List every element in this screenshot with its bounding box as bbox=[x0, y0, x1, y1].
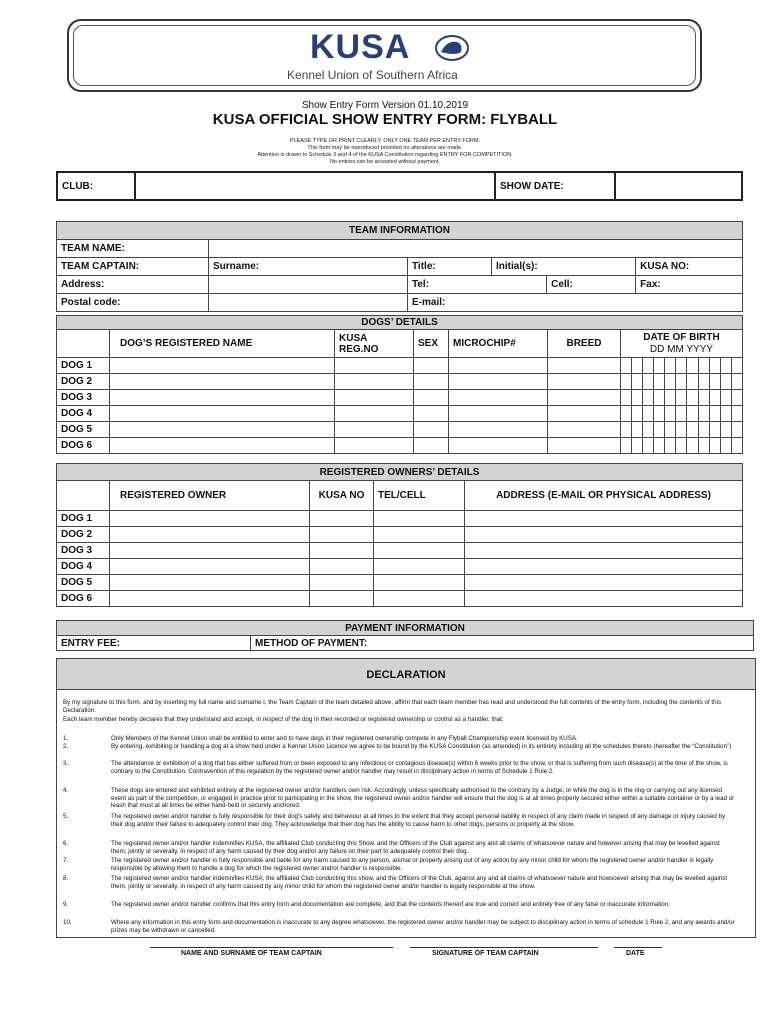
cell-label: Cell: bbox=[551, 279, 573, 290]
declaration-item: The attendance or exhibition of a dog that has either suffered from or been exposed to any infectious or contagious disease(s) within 6 weeks prior to the show, or that is suffering from such disease(s) at the time of the show, is contrary to the Constitution. Contravention of this regulation by the registered owner and/or handler may result in disciplinary action in terms of Schedule 1 Rule 2. bbox=[111, 760, 728, 775]
owner-cell[interactable] bbox=[110, 591, 310, 607]
address-field[interactable] bbox=[209, 276, 408, 294]
postal-field[interactable] bbox=[209, 294, 408, 312]
club-field[interactable] bbox=[135, 172, 495, 200]
owner-row-label: DOG 1 bbox=[57, 511, 110, 527]
logo-subtitle: Kennel Union of Southern Africa bbox=[287, 68, 458, 82]
dog-row-label: DOG 6 bbox=[57, 438, 110, 454]
item-number: 4. bbox=[63, 787, 69, 794]
dog-row-label: DOG 5 bbox=[57, 422, 110, 438]
owner-cell[interactable] bbox=[110, 543, 310, 559]
postal-label: Postal code: bbox=[57, 294, 209, 312]
dogs-table bbox=[56, 315, 743, 454]
owner-cell[interactable] bbox=[110, 575, 310, 591]
signature-line[interactable] bbox=[410, 947, 598, 948]
col-kusa-reg: KUSA REG.NO bbox=[335, 330, 414, 358]
payment-table bbox=[56, 620, 754, 651]
declaration-heading: DECLARATION bbox=[56, 658, 756, 690]
dog-head-icon bbox=[433, 34, 471, 62]
owner-cell[interactable] bbox=[110, 559, 310, 575]
club-label: CLUB: bbox=[57, 172, 135, 200]
tel-label: Tel: bbox=[412, 279, 430, 290]
owner-row-label: DOG 4 bbox=[57, 559, 110, 575]
item-number: 3. bbox=[63, 760, 69, 767]
owner-row-label: DOG 6 bbox=[57, 591, 110, 607]
show-date-label: SHOW DATE: bbox=[495, 172, 615, 200]
item-number: 5. bbox=[63, 813, 69, 820]
item-number: 9. bbox=[63, 901, 69, 908]
dog-name-cell[interactable] bbox=[110, 406, 335, 422]
fax-field[interactable] bbox=[636, 276, 743, 294]
note-3: Attention is drawn to Schedule 3 and 4 of the KUSA Constitution regarding ENTRY FOR COMPETITION. bbox=[257, 152, 513, 158]
declaration-item: The registered owner and/or handler is fully responsible for their dog's safety and behaviour at all times to the extent that they accept personal liability in respect of any claim made in respect of any damage or injury caused by their dog and/or their failure to adequately control their dog. They acknowledge that their dog has the ability to cause harm to other dogs, persons or property at the show. bbox=[111, 813, 726, 828]
declaration-item: Where any information in this entry form and documentation is inaccurate to any degree whatsoever, the registered owner and/or handler may be subject to disciplinary action in terms of schedule 1 Rule 2, and any awards and/or prizes may be withdrawn or cancelled. bbox=[111, 919, 735, 934]
col-owner-kusa: KUSA NO bbox=[310, 481, 374, 511]
owner-cell[interactable] bbox=[110, 527, 310, 543]
dog-row-label: DOG 4 bbox=[57, 406, 110, 422]
declaration-intro: By my signature to this form, and by inserting my full name and surname I, the Team Captain of the team detailed above, affirm that each team member has read and understood the full contents of the entry form, including the contents of this Declaration. bbox=[63, 699, 722, 714]
team-name-label: TEAM NAME: bbox=[57, 240, 209, 258]
col-tel: TEL/CELL bbox=[374, 481, 465, 511]
col-dog-name: DOG’S REGISTERED NAME bbox=[110, 330, 335, 358]
col-owner: REGISTERED OWNER bbox=[110, 481, 310, 511]
owner-row-label: DOG 2 bbox=[57, 527, 110, 543]
dog-row-label: DOG 2 bbox=[57, 374, 110, 390]
dog-name-cell[interactable] bbox=[110, 358, 335, 374]
initials-label: Initial(s): bbox=[496, 261, 538, 272]
name-label: NAME AND SURNAME OF TEAM CAPTAIN bbox=[181, 950, 322, 957]
kusa-logo: KUSA bbox=[310, 28, 411, 66]
entry-fee-label: ENTRY FEE: bbox=[61, 637, 120, 649]
club-table bbox=[56, 171, 743, 201]
col-breed: BREED bbox=[548, 330, 621, 358]
dog-row-label: DOG 1 bbox=[57, 358, 110, 374]
entry-fee-field[interactable] bbox=[57, 636, 251, 651]
item-number: 7. bbox=[63, 857, 69, 864]
col-dob: DATE OF BIRTH DD MM YYYY bbox=[621, 330, 743, 358]
email-label: E-mail: bbox=[412, 297, 446, 308]
team-heading: TEAM INFORMATION bbox=[57, 222, 743, 240]
surname-label: Surname: bbox=[213, 261, 260, 272]
page-title: KUSA OFFICIAL SHOW ENTRY FORM: FLYBALL bbox=[212, 111, 558, 128]
payment-method-label: METHOD OF PAYMENT: bbox=[255, 637, 368, 649]
date-label: DATE bbox=[626, 950, 645, 957]
col-microchip: MICROCHIP# bbox=[449, 330, 548, 358]
owner-cell[interactable] bbox=[110, 511, 310, 527]
payment-heading: PAYMENT INFORMATION bbox=[57, 621, 754, 636]
item-number: 6. bbox=[63, 840, 69, 847]
owners-heading: REGISTERED OWNERS’ DETAILS bbox=[57, 464, 743, 481]
note-4: No entries can be accepted without payment. bbox=[329, 159, 441, 165]
cell-field[interactable] bbox=[547, 276, 636, 294]
address-label: Address: bbox=[57, 276, 209, 294]
dog-row-label: DOG 3 bbox=[57, 390, 110, 406]
show-date-field[interactable] bbox=[615, 172, 742, 200]
declaration-item: The registered owner and/or handler indemnifies KUSA, the affiliated Club conducting this Show, and the Officers of the Club against any and all claims of whatsoever nature and however arising that may be levelled against them, jointly or severally, in respect of any harm caused by their dog and/or any failure on their part to adequately control their dog. bbox=[111, 840, 720, 855]
tel-field[interactable] bbox=[408, 276, 547, 294]
fax-label: Fax: bbox=[640, 279, 661, 290]
kusa-no-field[interactable] bbox=[636, 258, 743, 276]
declaration-item: The registered owner and/or handler indemnifies KUSA, the affiliated Club conducting this show, and the Officers of the Club, against any and all claims of whatsoever nature and howsoever arising that may be levelled against them, jointly or severally, in respect of any harm caused by any minor child for whom the registered owner and/or handler is legally responsible at the show. bbox=[111, 875, 728, 890]
col-address: ADDRESS (E-MAIL OR PHYSICAL ADDRESS) bbox=[465, 481, 743, 511]
dogs-heading: DOGS’ DETAILS bbox=[57, 316, 743, 330]
item-number: 2. bbox=[63, 743, 69, 750]
col-sex: SEX bbox=[414, 330, 449, 358]
declaration-item: The registered owner and/or handler is fully responsible and liable for any harm caused to any person, animal or property arising out of any action by any minor child for whom the registered owner and/or handler is legally responsible by allowing them to handle a dog for which the registered owner and/or handler is responsible. bbox=[111, 857, 714, 872]
name-signature-line[interactable] bbox=[150, 947, 393, 948]
signature-label: SIGNATURE OF TEAM CAPTAIN bbox=[432, 950, 539, 957]
form-version: Show Entry Form Version 01.10.2019 bbox=[301, 100, 469, 111]
owner-row-label: DOG 5 bbox=[57, 575, 110, 591]
team-table bbox=[56, 221, 743, 312]
kusa-no-label: KUSA NO: bbox=[640, 261, 690, 272]
surname-field[interactable] bbox=[209, 258, 408, 276]
item-number: 8. bbox=[63, 875, 69, 882]
dog-name-cell[interactable] bbox=[110, 374, 335, 390]
declaration-intro-2: Each team member hereby declares that they understand and accept, in respect of the dog in their recorded or registered ownership or control as a handler, that; bbox=[63, 716, 504, 723]
team-name-field[interactable] bbox=[209, 240, 743, 258]
note-1: PLEASE TYPE OR PRINT CLEARLY. ONLY ONE TEAM PER ENTRY FORM. bbox=[289, 138, 481, 144]
title-label: Title: bbox=[412, 261, 436, 272]
date-line[interactable] bbox=[614, 947, 662, 948]
dog-name-cell[interactable] bbox=[110, 422, 335, 438]
owners-table bbox=[56, 463, 743, 607]
title-field[interactable] bbox=[408, 258, 492, 276]
declaration-item: These dogs are entered and exhibited entirely at the registered owner and/or handlers own risk. Accordingly, unless specifically authorised to the contrary by a Judge, or while the dog is in the ring or carrying out any licensed event as part of the competition, or engaged in practice prior to participating in the show, the registered owner and/or handler will ensure that the dog is at all times properly secured either within a suitable container or by a lead or leash that must at all times be either hand-held or securely anchored. bbox=[111, 787, 735, 810]
dog-name-cell[interactable] bbox=[110, 390, 335, 406]
initials-field[interactable] bbox=[492, 258, 636, 276]
dog-name-cell[interactable] bbox=[110, 438, 335, 454]
team-captain-label: TEAM CAPTAIN: bbox=[57, 258, 209, 276]
declaration-item: The registered owner and/or handler confirms that this entry form and documentation are complete, and that the contents thereof are true and correct and entirely free of any false or inaccurate information. bbox=[111, 901, 670, 908]
email-field[interactable] bbox=[408, 294, 743, 312]
owner-row-label: DOG 3 bbox=[57, 543, 110, 559]
declaration-item: Only Members of the Kennel Union shall be entitled to enter and to have dogs in their registered ownership compete in any Flyball Championship event licensed by KUSA. bbox=[111, 735, 578, 742]
note-2: This form may be reproduced provided no alterations are made. bbox=[307, 145, 463, 151]
item-number: 1. bbox=[63, 735, 69, 742]
declaration-item: By entering, exhibiting or handling a dog at a show held under a Kennel Union Licence we agree to be bound by the KUSA Constitution (as amended) in its entirety including all the schedules thereto (hereafter the “Constitution”) bbox=[111, 743, 732, 750]
payment-method-field[interactable] bbox=[251, 636, 754, 651]
item-number: 10. bbox=[63, 919, 72, 926]
